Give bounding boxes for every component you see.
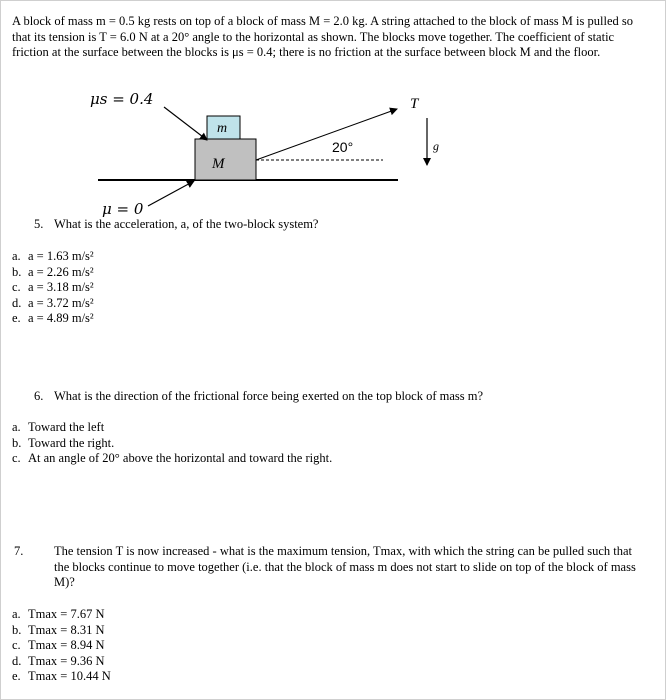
option-item[interactable]: c. Tmax = 8.94 N bbox=[12, 638, 105, 652]
mu-s-label: μs = 0.4 bbox=[90, 90, 154, 108]
question-7 bbox=[14, 544, 644, 591]
question-5-options bbox=[12, 249, 94, 327]
option-item[interactable]: e. Tmax = 10.44 N bbox=[12, 669, 111, 683]
option-item[interactable]: a. Tmax = 7.67 N bbox=[12, 607, 105, 621]
option-item[interactable]: d. a = 3.72 m/s² bbox=[12, 295, 94, 310]
option-item[interactable]: c. At an angle of 20° above the horizontal and toward the right. bbox=[12, 451, 333, 465]
question-7-options bbox=[12, 607, 111, 685]
mu-s-pointer bbox=[164, 107, 207, 140]
option-item[interactable]: b. a = 2.26 m/s² bbox=[12, 264, 94, 279]
question-5 bbox=[34, 217, 634, 233]
mu-floor-pointer bbox=[148, 181, 194, 206]
option-item[interactable]: e. a = 4.89 m/s² bbox=[12, 311, 94, 325]
option-item[interactable]: c. a = 3.18 m/s² bbox=[12, 280, 94, 294]
gravity-label: g bbox=[433, 139, 439, 153]
tension-arrow bbox=[256, 109, 397, 160]
physics-diagram bbox=[0, 88, 480, 228]
question-text: What is the direction of the frictional force being exerted on the top block of mass m? bbox=[54, 389, 484, 403]
question-number: 5. bbox=[34, 217, 44, 231]
option-item[interactable]: a. Toward the left bbox=[12, 420, 105, 434]
option-item[interactable]: a. a = 1.63 m/s² bbox=[12, 249, 94, 263]
option-item[interactable]: b. Toward the right. bbox=[12, 435, 115, 450]
problem-intro bbox=[12, 14, 652, 61]
mu-floor-label: μ = 0 bbox=[102, 200, 144, 218]
question-number: 7. bbox=[14, 544, 24, 558]
small-block-label: m bbox=[217, 121, 228, 136]
large-block bbox=[195, 139, 256, 180]
question-6 bbox=[34, 389, 634, 405]
question-text: The tension T is now increased - what is the maximum tension, Tmax, with which the string can be pulled such that the blocks continue to move together (i.e. that the block of mass m does not start to slide on top of the block of mass M)? bbox=[54, 544, 636, 589]
tension-label: T bbox=[410, 96, 419, 112]
intro-text: A block of mass m = 0.5 kg rests on top of a block of mass M = 2.0 kg. A string attached to the block of mass M is pulled so that its tension is T = 6.0 N at a 20° angle to the horizontal as shown. The blocks move together. The coefficient of static friction at the surface between the blocks is μs = 0.4; there is no friction at the surface between block M and the floor. bbox=[12, 14, 633, 59]
question-6-options bbox=[12, 420, 332, 467]
angle-label: 20° bbox=[332, 139, 354, 155]
option-item[interactable]: b. Tmax = 8.31 N bbox=[12, 622, 105, 637]
question-text: What is the acceleration, a, of the two-block system? bbox=[54, 217, 319, 231]
large-block-label: M bbox=[212, 156, 225, 172]
option-item[interactable]: d. Tmax = 9.36 N bbox=[12, 653, 105, 668]
question-number: 6. bbox=[34, 389, 44, 403]
